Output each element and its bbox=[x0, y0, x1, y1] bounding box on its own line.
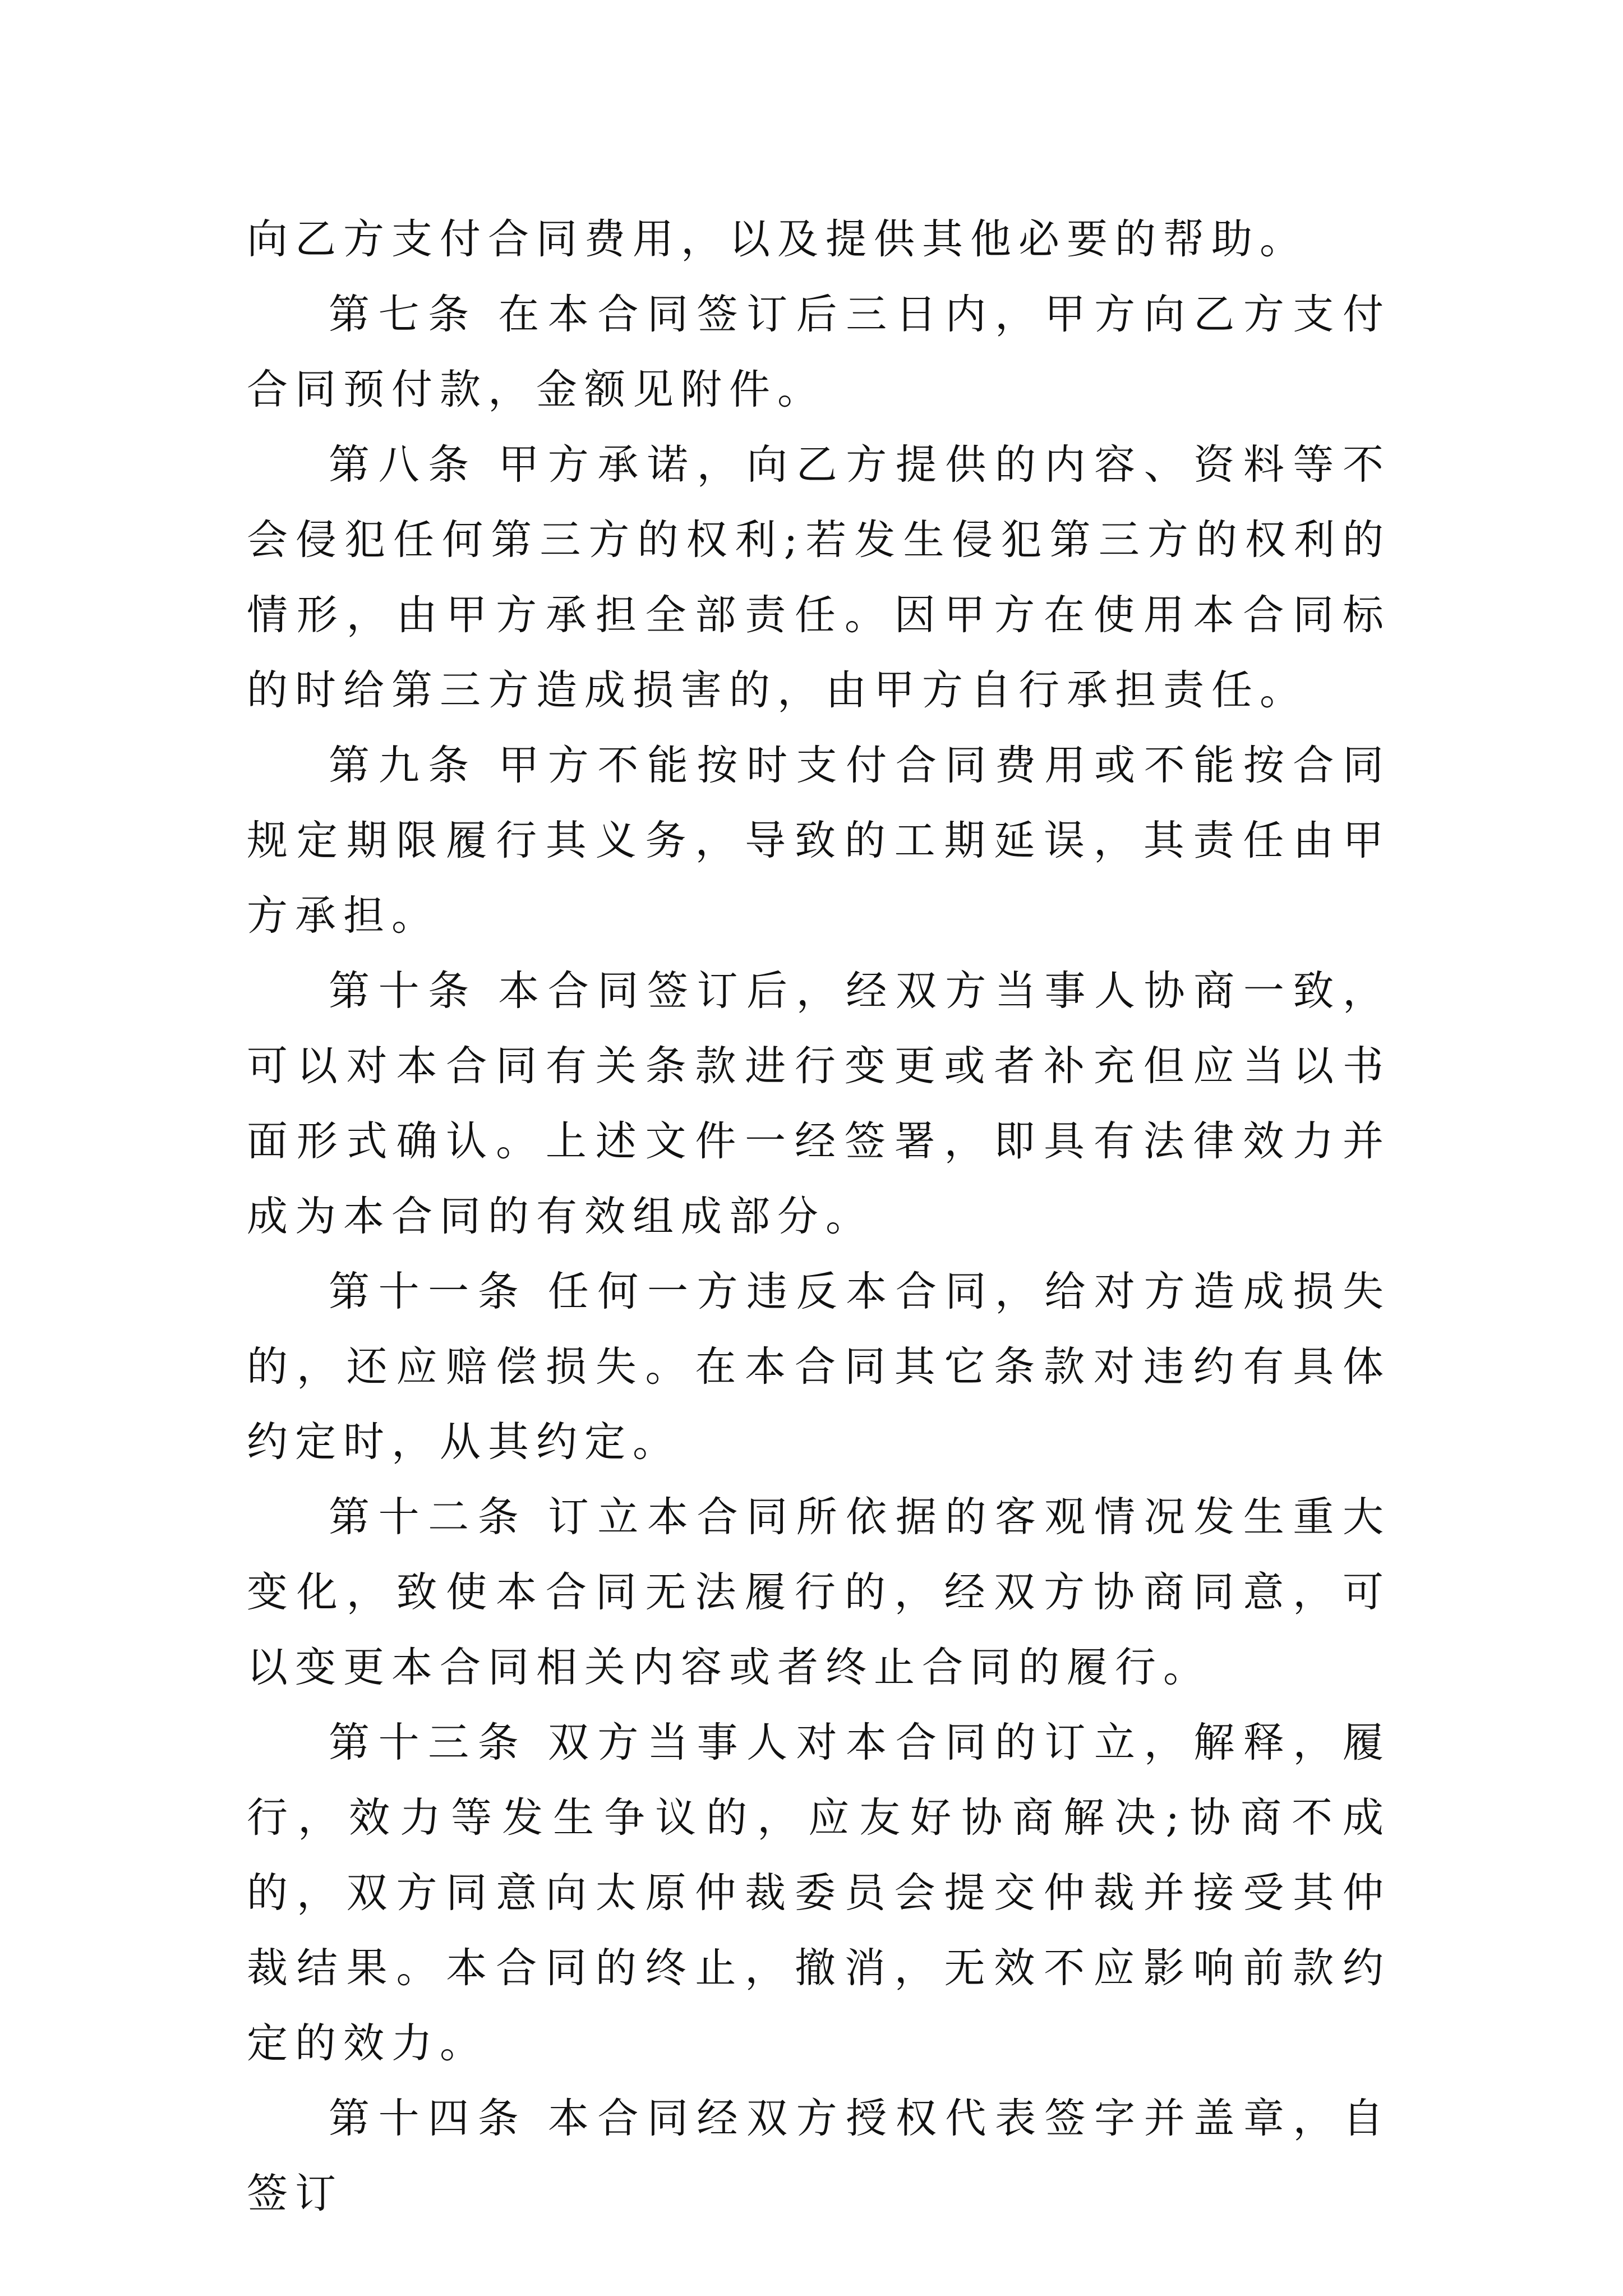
article-14 bbox=[247, 2081, 1391, 2231]
article-12 bbox=[247, 1480, 1391, 1705]
paragraph-text: 向乙方支付合同费用，以及提供其他必要的帮助。 bbox=[247, 215, 1308, 263]
article-number: 第七条 bbox=[329, 291, 478, 338]
article-13 bbox=[247, 1705, 1391, 2081]
article-text: 在本合同签订后三日内，甲方向乙方支付合同预付款，金额见附件。 bbox=[247, 291, 1391, 413]
article-7 bbox=[247, 277, 1391, 427]
article-11 bbox=[247, 1254, 1391, 1480]
article-text: 双方当事人对本合同的订立，解释，履行，效力等发生争议的，应友好协商解决;协商不成的，双方同意向太原仲裁委员会提交仲裁并接受其仲裁结果。本合同的终止，撤消，无效不应影响前款约定的效力。 bbox=[247, 1719, 1391, 2067]
article-text: 任何一方违反本合同，给对方造成损失的，还应赔偿损失。在本合同其它条款对违约有具体约定时，从其约定。 bbox=[247, 1268, 1391, 1466]
article-number: 第十二条 bbox=[329, 1493, 528, 1541]
article-text: 本合同签订后，经双方当事人协商一致，可以对本合同有关条款进行变更或者补充但应当以书面形式确认。上述文件一经签署，即具有法律效力并成为本合同的有效组成部分。 bbox=[247, 967, 1391, 1240]
article-number: 第十四条 bbox=[329, 2095, 528, 2142]
article-text: 订立本合同所依据的客观情况发生重大变化，致使本合同无法履行的，经双方协商同意，可以变更本合同相关内容或者终止合同的履行。 bbox=[247, 1493, 1391, 1691]
article-10 bbox=[247, 954, 1391, 1254]
paragraph-continuation bbox=[247, 202, 1391, 277]
article-text: 本合同经双方授权代表签字并盖章，自签订 bbox=[247, 2095, 1391, 2217]
article-number: 第十条 bbox=[329, 967, 478, 1015]
article-text: 甲方不能按时支付合同费用或不能按合同规定期限履行其义务，导致的工期延误，其责任由甲方承担。 bbox=[247, 742, 1391, 940]
contract-body bbox=[247, 202, 1391, 2231]
article-number: 第十三条 bbox=[329, 1719, 528, 1766]
article-8 bbox=[247, 427, 1391, 728]
article-number: 第九条 bbox=[329, 742, 478, 789]
article-text: 甲方承诺，向乙方提供的内容、资料等不会侵犯任何第三方的权利;若发生侵犯第三方的权利的情形，由甲方承担全部责任。因甲方在使用本合同标的时给第三方造成损害的，由甲方自行承担责任。 bbox=[247, 441, 1391, 714]
article-number: 第八条 bbox=[329, 441, 478, 489]
article-number: 第十一条 bbox=[329, 1268, 528, 1315]
article-9 bbox=[247, 728, 1391, 954]
